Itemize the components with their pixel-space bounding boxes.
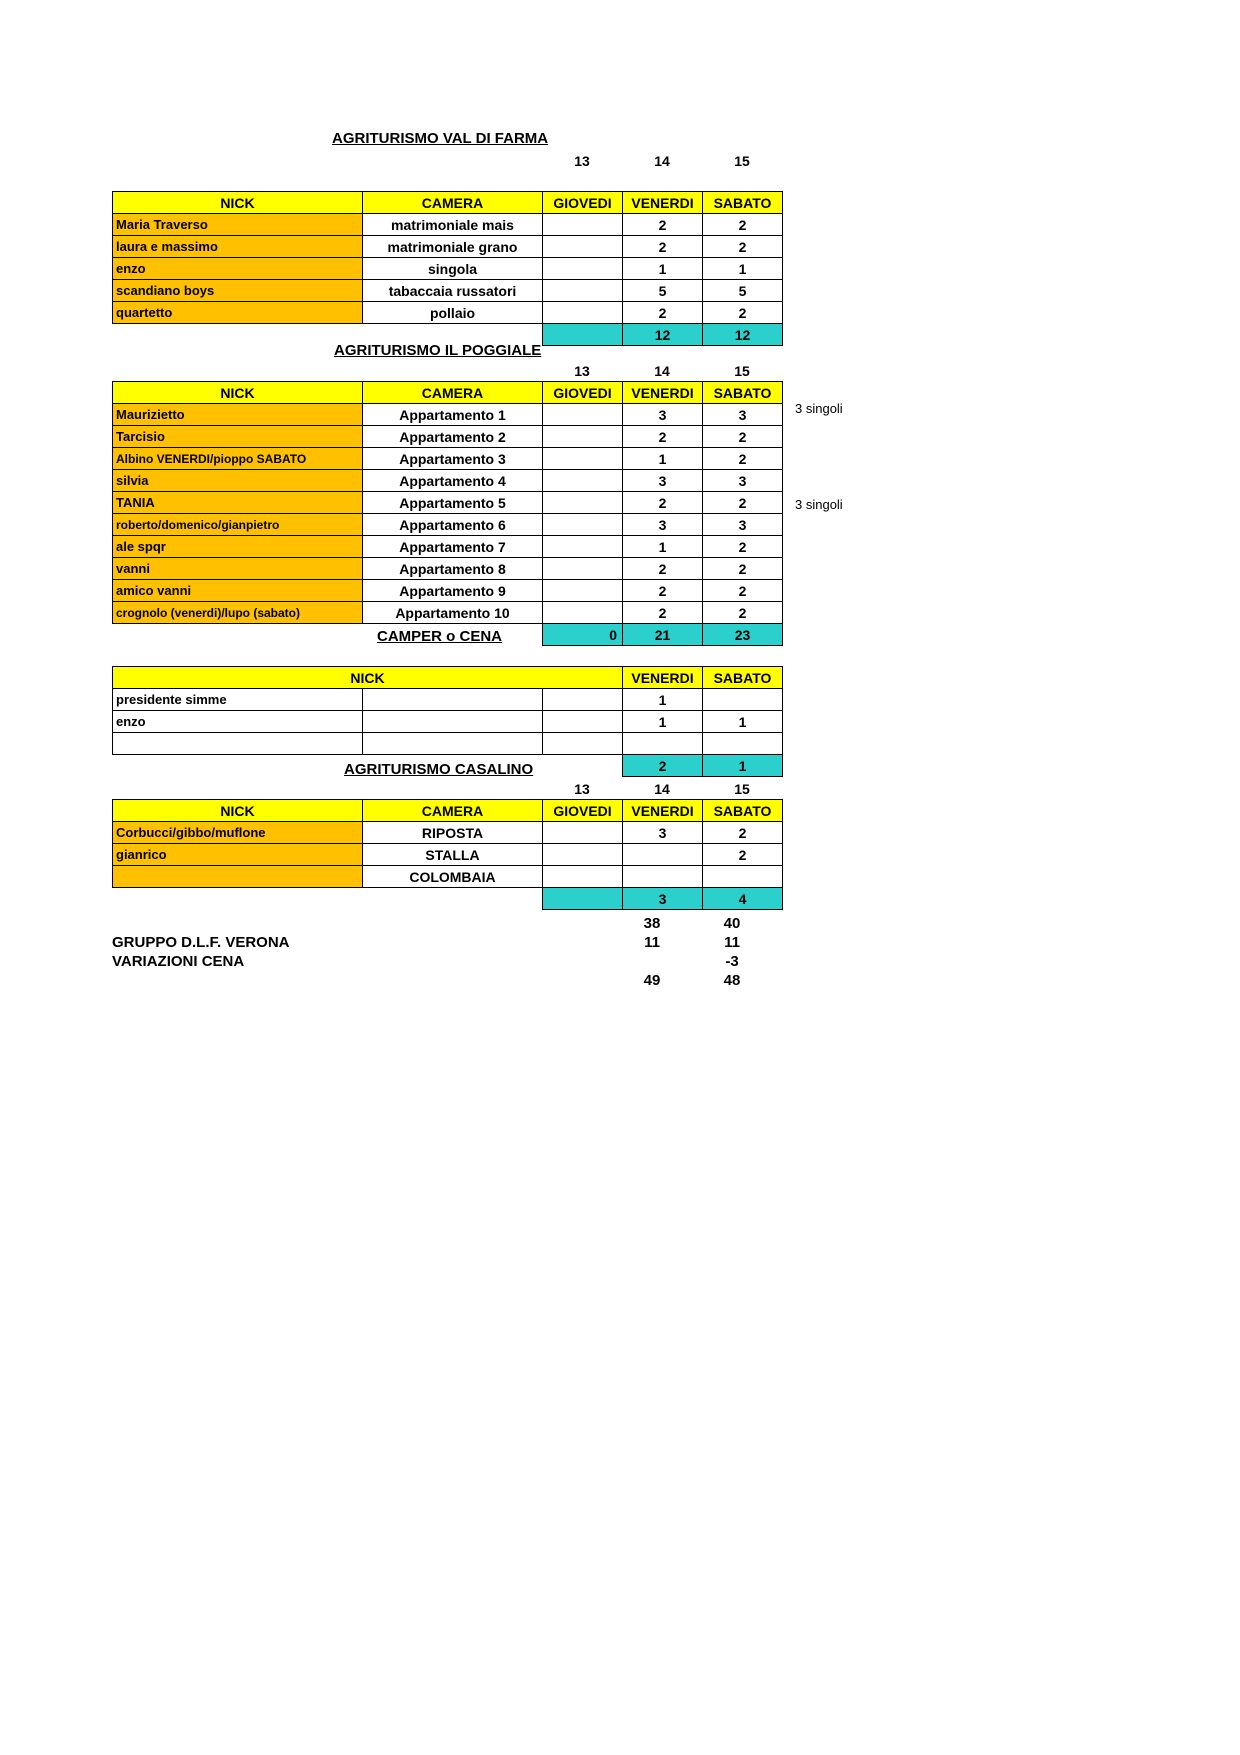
cell-camera: Appartamento 9 xyxy=(363,580,543,602)
cell-giovedi xyxy=(543,426,623,448)
col-header-venerdi: VENERDI xyxy=(623,800,703,822)
table-row[interactable] xyxy=(113,536,783,558)
cell-giovedi xyxy=(543,492,623,514)
cell-nick: Albino VENERDI/pioppo SABATO xyxy=(113,448,363,470)
cell-nick: Tarcisio xyxy=(113,426,363,448)
cell-sabato: 2 xyxy=(703,492,783,514)
table-row[interactable] xyxy=(113,844,783,866)
daynum-giovedi: 13 xyxy=(574,152,590,169)
cell-nick: scandiano boys xyxy=(113,280,363,302)
table-header-row xyxy=(113,800,783,822)
cell-camera: pollaio xyxy=(363,302,543,324)
cell-venerdi: 2 xyxy=(623,426,703,448)
cell-venerdi: 1 xyxy=(623,448,703,470)
summary-gruppo-venerdi: 11 xyxy=(644,934,660,951)
cell-sabato: 2 xyxy=(703,536,783,558)
cell-venerdi: 3 xyxy=(623,470,703,492)
summary-grand-venerdi: 49 xyxy=(643,972,661,989)
table-row[interactable] xyxy=(113,470,783,492)
cell-sabato xyxy=(703,689,783,711)
cell-sabato: 2 xyxy=(703,558,783,580)
cell-venerdi: 1 xyxy=(623,711,703,733)
cell-nick: ale spqr xyxy=(113,536,363,558)
cell-camera: singola xyxy=(363,258,543,280)
cell-nick: gianrico xyxy=(113,844,363,866)
cell-sabato: 2 xyxy=(703,426,783,448)
cell-giovedi xyxy=(543,602,623,624)
summary-gruppo-label: GRUPPO D.L.F. VERONA xyxy=(112,934,290,951)
cell-sabato: 2 xyxy=(703,236,783,258)
table-row[interactable] xyxy=(113,404,783,426)
col-header-sabato: SABATO xyxy=(703,800,783,822)
cell-venerdi: 2 xyxy=(623,602,703,624)
cell-venerdi: 2 xyxy=(623,236,703,258)
total-giovedi: 0 xyxy=(543,624,623,646)
cell-giovedi xyxy=(543,536,623,558)
cell-giovedi xyxy=(543,580,623,602)
daynum-venerdi: 14 xyxy=(654,362,670,379)
section-title: CAMPER o CENA xyxy=(377,628,503,645)
summary-subtotal-sabato: 40 xyxy=(723,915,741,932)
cell-giovedi xyxy=(543,689,623,711)
total-giovedi xyxy=(543,324,623,346)
cell-sabato: 2 xyxy=(703,602,783,624)
section-casalino xyxy=(112,761,533,778)
cell-giovedi xyxy=(543,258,623,280)
cell-giovedi xyxy=(543,280,623,302)
cell-nick: vanni xyxy=(113,558,363,580)
cell-nick: roberto/domenico/gianpietro xyxy=(113,514,363,536)
cell-camera: tabaccaia russatori xyxy=(363,280,543,302)
note-singoli-app6: 3 singoli xyxy=(795,497,843,512)
daynum-giovedi: 13 xyxy=(574,780,590,797)
cell-nick: crognolo (venerdi)/lupo (sabato) xyxy=(113,602,363,624)
col-header-nick: NICK xyxy=(113,382,363,404)
cell-camera: Appartamento 1 xyxy=(363,404,543,426)
daynum-sabato: 15 xyxy=(734,780,750,797)
col-header-nick: NICK xyxy=(113,192,363,214)
summary-subtotal-venerdi: 38 xyxy=(643,915,661,932)
daynum-row-il-poggiale xyxy=(112,360,782,381)
cell-venerdi xyxy=(623,844,703,866)
total-giovedi xyxy=(543,888,623,910)
cell-sabato: 2 xyxy=(703,448,783,470)
cell-venerdi: 2 xyxy=(623,302,703,324)
col-header-sabato: SABATO xyxy=(703,192,783,214)
daynum-row-casalino xyxy=(112,778,782,799)
table-row[interactable] xyxy=(113,426,783,448)
cell-nick: amico vanni xyxy=(113,580,363,602)
section-il-poggiale xyxy=(112,342,541,359)
daynum-venerdi: 14 xyxy=(654,780,670,797)
cell-venerdi: 2 xyxy=(623,214,703,236)
col-header-venerdi: VENERDI xyxy=(623,192,703,214)
note-singoli-app1: 3 singoli xyxy=(795,401,843,416)
total-venerdi: 2 xyxy=(623,755,703,777)
cell-sabato: 1 xyxy=(703,258,783,280)
table-row[interactable] xyxy=(113,258,783,280)
cell-sabato: 3 xyxy=(703,404,783,426)
col-header-venerdi: VENERDI xyxy=(623,667,703,689)
booking-table xyxy=(112,799,783,910)
cell-camera xyxy=(363,689,543,711)
cell-giovedi xyxy=(543,558,623,580)
cell-giovedi xyxy=(543,866,623,888)
table-row[interactable] xyxy=(113,822,783,844)
table-row[interactable] xyxy=(113,214,783,236)
col-header-giovedi: GIOVEDI xyxy=(543,800,623,822)
cell-sabato: 2 xyxy=(703,580,783,602)
cell-venerdi: 3 xyxy=(623,822,703,844)
cell-camera: STALLA xyxy=(363,844,543,866)
table-val-di-farma xyxy=(112,191,783,346)
cell-camera: Appartamento 8 xyxy=(363,558,543,580)
col-header-sabato: SABATO xyxy=(703,382,783,404)
cell-giovedi xyxy=(543,448,623,470)
col-header-venerdi: VENERDI xyxy=(623,382,703,404)
cell-venerdi: 3 xyxy=(623,514,703,536)
cell-sabato: 5 xyxy=(703,280,783,302)
cell-sabato: 2 xyxy=(703,822,783,844)
table-row[interactable] xyxy=(113,689,783,711)
col-header-giovedi: GIOVEDI xyxy=(543,192,623,214)
cell-nick: enzo xyxy=(113,258,363,280)
cell-giovedi xyxy=(543,822,623,844)
table-casalino xyxy=(112,799,783,910)
summary-variazioni-label: VARIAZIONI CENA xyxy=(112,953,245,970)
cell-camera xyxy=(363,711,543,733)
cell-camera: COLOMBAIA xyxy=(363,866,543,888)
cell-giovedi xyxy=(543,711,623,733)
cell-nick: silvia xyxy=(113,470,363,492)
table-header-row xyxy=(113,382,783,404)
cell-nick: Maurizietto xyxy=(113,404,363,426)
summary-gruppo-sabato: 11 xyxy=(724,934,740,951)
table-row[interactable] xyxy=(113,733,783,755)
cell-sabato: 2 xyxy=(703,844,783,866)
summary-grand-sabato: 48 xyxy=(723,972,741,989)
table-row[interactable] xyxy=(113,602,783,624)
cell-giovedi xyxy=(543,733,623,755)
cell-venerdi xyxy=(623,866,703,888)
cell-venerdi: 2 xyxy=(623,492,703,514)
cell-camera: Appartamento 3 xyxy=(363,448,543,470)
cell-giovedi xyxy=(543,214,623,236)
table-row[interactable] xyxy=(113,448,783,470)
col-header-nick: NICK xyxy=(113,667,623,689)
section-title: AGRITURISMO VAL DI FARMA xyxy=(332,130,549,147)
cell-nick: enzo xyxy=(113,711,363,733)
section-title: AGRITURISMO CASALINO xyxy=(344,761,534,778)
section-camper-o-cena xyxy=(112,628,502,645)
cell-camera: Appartamento 2 xyxy=(363,426,543,448)
table-row[interactable] xyxy=(113,866,783,888)
cell-nick: quartetto xyxy=(113,302,363,324)
daynums-table xyxy=(112,150,782,171)
cell-venerdi: 2 xyxy=(623,580,703,602)
cell-venerdi: 3 xyxy=(623,404,703,426)
cell-sabato: 3 xyxy=(703,470,783,492)
daynum-sabato: 15 xyxy=(734,362,750,379)
totals-row xyxy=(113,888,783,910)
daynums-table xyxy=(112,778,782,799)
cell-nick: Corbucci/gibbo/muflone xyxy=(113,822,363,844)
total-venerdi: 12 xyxy=(623,324,703,346)
cell-camera xyxy=(363,733,543,755)
cell-sabato xyxy=(703,866,783,888)
cell-giovedi xyxy=(543,302,623,324)
cell-camera: Appartamento 5 xyxy=(363,492,543,514)
table-row[interactable] xyxy=(113,236,783,258)
cell-nick: TANIA xyxy=(113,492,363,514)
table-row[interactable] xyxy=(113,580,783,602)
cell-camera: Appartamento 6 xyxy=(363,514,543,536)
table-row[interactable] xyxy=(113,492,783,514)
daynum-sabato: 15 xyxy=(734,152,750,169)
col-header-giovedi: GIOVEDI xyxy=(543,382,623,404)
table-row[interactable] xyxy=(113,280,783,302)
col-header-camera: CAMERA xyxy=(363,192,543,214)
table-header-row xyxy=(113,667,783,689)
cell-giovedi xyxy=(543,404,623,426)
daynum-venerdi: 14 xyxy=(654,152,670,169)
cell-sabato: 1 xyxy=(703,711,783,733)
total-sabato: 23 xyxy=(703,624,783,646)
section-val-di-farma xyxy=(112,130,548,147)
cell-giovedi xyxy=(543,844,623,866)
col-header-nick: NICK xyxy=(113,800,363,822)
cell-camera: Appartamento 7 xyxy=(363,536,543,558)
cell-nick: Maria Traverso xyxy=(113,214,363,236)
daynums-table xyxy=(112,360,782,381)
cell-nick xyxy=(113,733,363,755)
table-row[interactable] xyxy=(113,711,783,733)
total-sabato: 4 xyxy=(703,888,783,910)
cell-camera: RIPOSTA xyxy=(363,822,543,844)
cell-camera: Appartamento 10 xyxy=(363,602,543,624)
cell-camera: matrimoniale grano xyxy=(363,236,543,258)
cell-sabato: 2 xyxy=(703,302,783,324)
table-row[interactable] xyxy=(113,302,783,324)
total-venerdi: 21 xyxy=(623,624,703,646)
col-header-sabato: SABATO xyxy=(703,667,783,689)
booking-table xyxy=(112,191,783,346)
cell-camera: matrimoniale mais xyxy=(363,214,543,236)
section-title: AGRITURISMO IL POGGIALE xyxy=(334,342,542,359)
cell-nick: laura e massimo xyxy=(113,236,363,258)
cell-nick: presidente simme xyxy=(113,689,363,711)
cell-venerdi: 1 xyxy=(623,689,703,711)
cell-giovedi xyxy=(543,514,623,536)
total-venerdi: 3 xyxy=(623,888,703,910)
cell-camera: Appartamento 4 xyxy=(363,470,543,492)
col-header-camera: CAMERA xyxy=(363,800,543,822)
cell-sabato: 3 xyxy=(703,514,783,536)
cell-venerdi: 2 xyxy=(623,558,703,580)
cell-venerdi: 1 xyxy=(623,536,703,558)
summary-variazioni-sabato: -3 xyxy=(725,953,739,970)
booking-table xyxy=(112,381,783,646)
table-row[interactable] xyxy=(113,514,783,536)
cell-sabato xyxy=(703,733,783,755)
cell-venerdi: 1 xyxy=(623,258,703,280)
table-header-row xyxy=(113,192,783,214)
col-header-camera: CAMERA xyxy=(363,382,543,404)
cell-giovedi xyxy=(543,470,623,492)
cell-nick xyxy=(113,866,363,888)
table-row[interactable] xyxy=(113,558,783,580)
total-sabato: 12 xyxy=(703,324,783,346)
total-sabato: 1 xyxy=(703,755,783,777)
daynum-row-val-di-farma xyxy=(112,150,782,171)
cell-giovedi xyxy=(543,236,623,258)
daynum-giovedi: 13 xyxy=(574,362,590,379)
cell-venerdi: 5 xyxy=(623,280,703,302)
cell-venerdi xyxy=(623,733,703,755)
table-il-poggiale xyxy=(112,381,783,646)
cell-sabato: 2 xyxy=(703,214,783,236)
